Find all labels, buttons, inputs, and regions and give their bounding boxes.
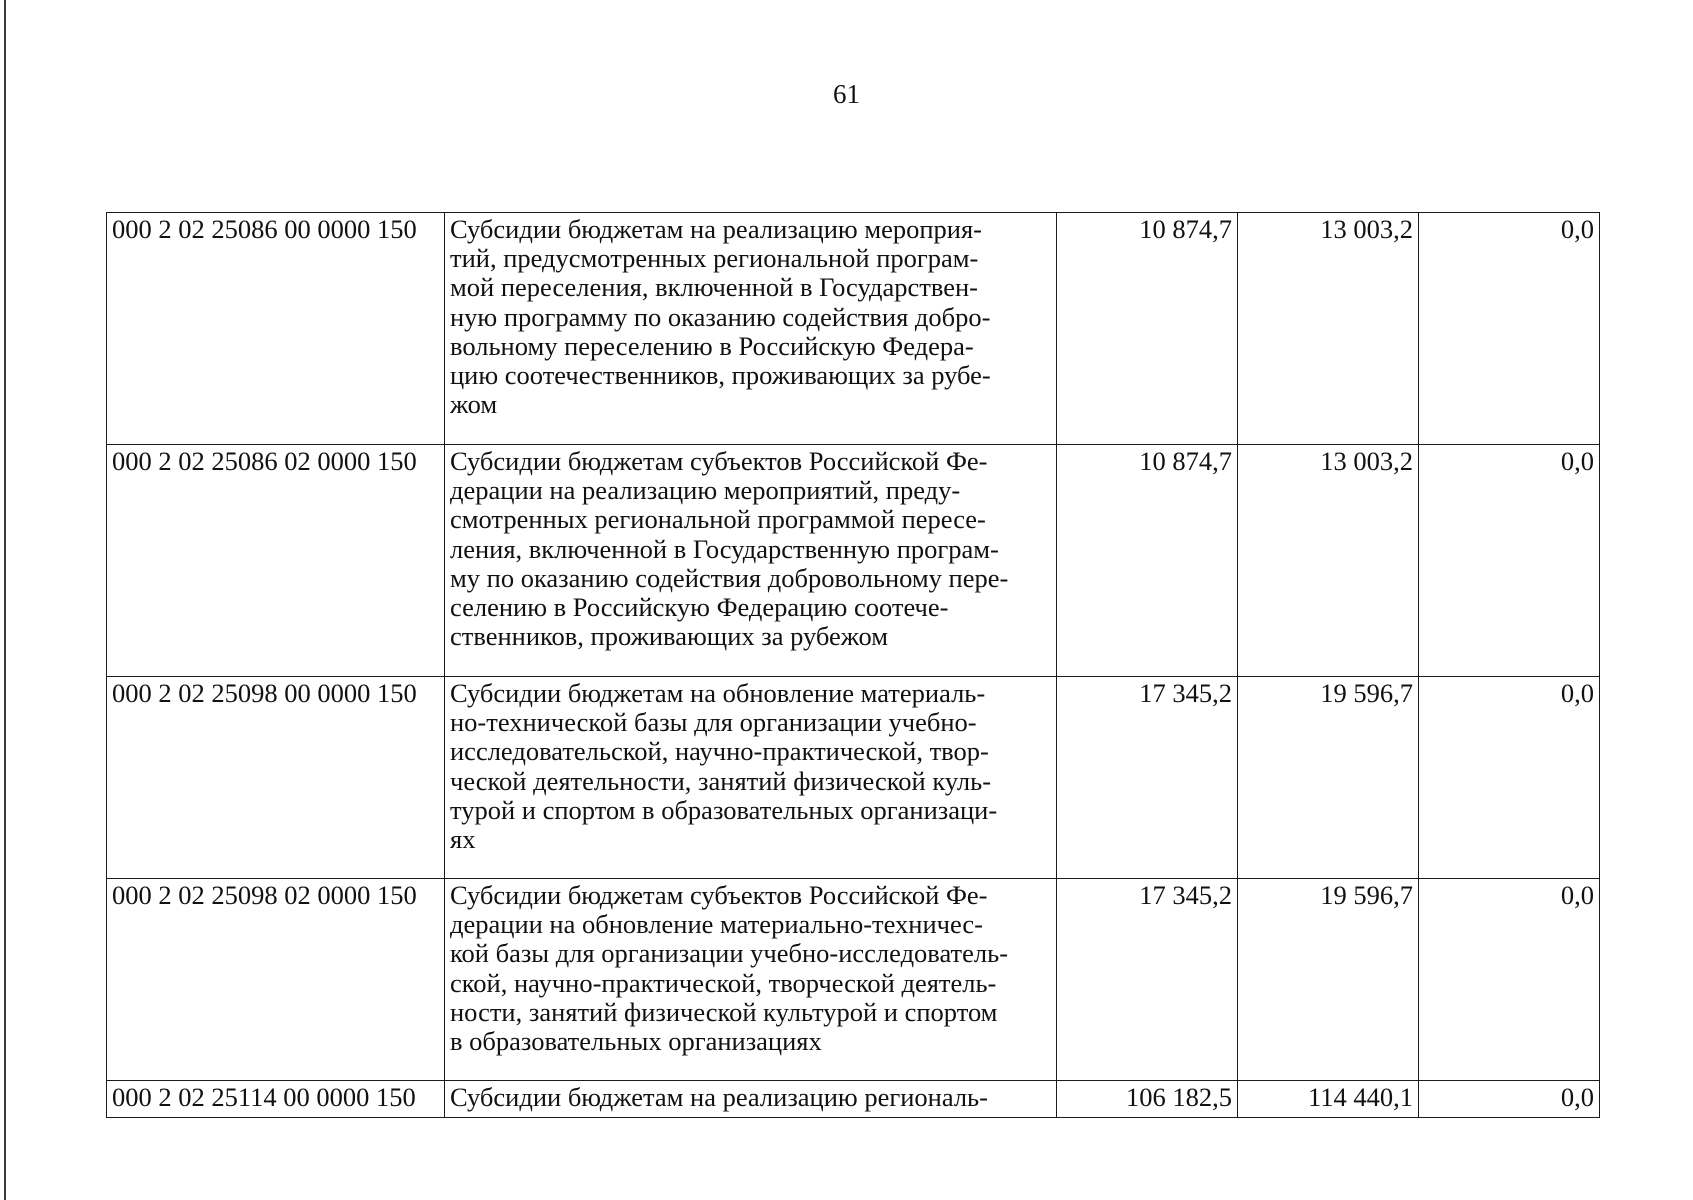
description-cell	[445, 677, 1057, 879]
description-line: жом	[450, 389, 498, 420]
table-row	[107, 445, 1600, 677]
description-line: селению в Российскую Федерацию соотече-	[450, 592, 949, 623]
amount-cell-2: 114 440,1	[1238, 1081, 1419, 1118]
scan-edge-line	[4, 0, 6, 1200]
description-line: ской, научно-практической, творческой деятель-	[450, 967, 997, 998]
description-line: ную программу по оказанию содействия добро-	[450, 301, 991, 332]
amount-cell-1: 10 874,7	[1057, 445, 1238, 677]
amount-cell-2: 13 003,2	[1238, 213, 1419, 445]
amount-cell-3: 0,0	[1419, 445, 1600, 677]
description-line: кой базы для организации учебно-исследователь-	[450, 938, 1009, 969]
description-line: ления, включенной в Государственную програм-	[450, 533, 999, 564]
table-row	[107, 1081, 1600, 1118]
description-line: ях	[450, 824, 476, 855]
description-line: ности, занятий физической культурой и спортом	[450, 996, 998, 1027]
budget-code-cell: 000 2 02 25098 02 0000 150	[107, 879, 445, 1081]
description-cell	[445, 213, 1057, 445]
amount-cell-1: 17 345,2	[1057, 879, 1238, 1081]
table-row	[107, 879, 1600, 1081]
description-line: Субсидии бюджетам субъектов Российской Фе-	[450, 880, 988, 910]
description-line: цию соотечественников, проживающих за рубе-	[450, 360, 991, 391]
description-line: Субсидии бюджетам на реализацию региональ-	[450, 1082, 988, 1112]
amount-cell-3: 0,0	[1419, 213, 1600, 445]
description-line: но-технической базы для организации учебно-	[450, 707, 977, 738]
amount-cell-1: 10 874,7	[1057, 213, 1238, 445]
budget-code-cell: 000 2 02 25086 00 0000 150	[107, 213, 445, 445]
description-line: дерации на реализацию мероприятий, преду-	[450, 475, 961, 506]
budget-table	[106, 212, 1600, 1118]
description-line: вольному переселению в Российскую Федера-	[450, 330, 974, 361]
page-number: 61	[833, 79, 860, 109]
budget-code-cell: 000 2 02 25114 00 0000 150	[107, 1081, 445, 1118]
budget-code-cell: 000 2 02 25098 00 0000 150	[107, 677, 445, 879]
description-line: в образовательных организациях	[450, 1026, 822, 1057]
amount-cell-3: 0,0	[1419, 879, 1600, 1081]
amount-cell-2: 19 596,7	[1238, 879, 1419, 1081]
description-line: Субсидии бюджетам на обновление материаль-	[450, 678, 986, 708]
amount-cell-1: 106 182,5	[1057, 1081, 1238, 1118]
description-line: ческой деятельности, занятий физической куль-	[450, 765, 992, 796]
description-line: турой и спортом в образовательных организаци-	[450, 794, 998, 825]
description-line: мой переселения, включенной в Государствен-	[450, 272, 978, 303]
amount-cell-2: 13 003,2	[1238, 445, 1419, 677]
amount-cell-2: 19 596,7	[1238, 677, 1419, 879]
description-cell	[445, 1081, 1057, 1118]
description-line: смотренных региональной программой пересе-	[450, 504, 986, 535]
budget-code-cell: 000 2 02 25086 02 0000 150	[107, 445, 445, 677]
description-line: Субсидии бюджетам на реализацию мероприя-	[450, 214, 982, 244]
description-line: ственников, проживающих за рубежом	[450, 621, 888, 652]
table-row	[107, 677, 1600, 879]
amount-cell-3: 0,0	[1419, 1081, 1600, 1118]
description-line: Субсидии бюджетам субъектов Российской Фе-	[450, 446, 988, 476]
amount-cell-3: 0,0	[1419, 677, 1600, 879]
description-line: му по оказанию содействия добровольному пере-	[450, 562, 1009, 593]
description-line: тий, предусмотренных региональной програм-	[450, 243, 979, 274]
table-row	[107, 213, 1600, 445]
description-line: дерации на обновление материально-техничес-	[450, 909, 984, 940]
amount-cell-1: 17 345,2	[1057, 677, 1238, 879]
description-cell	[445, 445, 1057, 677]
description-line: исследовательской, научно-практической, твор-	[450, 736, 989, 767]
description-cell	[445, 879, 1057, 1081]
